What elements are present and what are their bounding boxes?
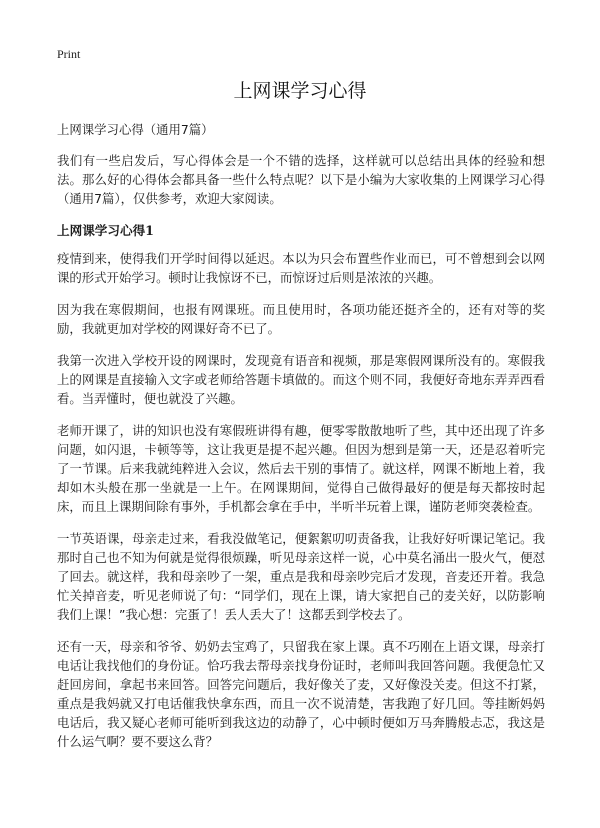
article-subtitle: 上网课学习心得（通用7篇） xyxy=(57,122,214,137)
print-link[interactable]: Print xyxy=(57,47,81,61)
body-paragraph-5: 一节英语课，母亲走过来，看我没做笔记，便絮絮叨叨责备我，让我好好听课记笔记。我那时自己也不知为何就是觉得很烦躁，听见母亲这样一说，心中莫名涌出一股火气，便怼了回去。就这样，我和母亲吵了一架，重点是我和母亲吵完后才发现，音麦还开着。我急忙关掉音麦，听见老师说了句：“同学们，现在上课，请大家把自己的麦关好，以防影响我们上课！”我心想：完蛋了！丢人丢大了！这都丢到学校去了。 xyxy=(57,531,545,622)
body-paragraph-2: 因为我在寒假期间，也报有网课班。而且使用时，各项功能还挺齐全的，还有对等的奖励，我就更加对学校的网课好奇不已了。 xyxy=(57,302,545,336)
article-body xyxy=(57,120,545,764)
body-paragraph-4: 老师开课了，讲的知识也没有寒假班讲得有趣，便零零散散地听了些，其中还出现了许多问题，如闪退，卡顿等等，这让我更是提不起兴趣。但因为想到是第一天，还是忍着听完了一节课。后来我就纯粹进入会议，然后去干别的事情了。就这样，网课不断地上着，我却如木头般在那一坐就是一上午。在网课期间，觉得自己做得最好的便是每天都按时起床，而且上课期间除有事外，手机都会拿在手中，半听半玩着上课，谨防老师突袭检查。 xyxy=(57,423,545,514)
intro-paragraph: 我们有一些启发后，写心得体会是一个不错的选择，这样就可以总结出具体的经验和想法。那么好的心得体会都具备一些什么特点呢？以下是小编为大家收集的上网课学习心得（通用7篇），仅供参考，欢迎大家阅读。 xyxy=(57,153,545,206)
body-paragraph-6: 还有一天，母亲和爷爷、奶奶去宝鸡了，只留我在家上课。真不巧刚在上语文课，母亲打电话让我找他们的身份证。恰巧我去帮母亲找身份证时，老师叫我回答问题。我便急忙又赶回房间，拿起书来回答。回答完问题后，我好像关了麦，又好像没关麦。但这不打紧，重点是我妈就又打电话催我快拿东西，而且一次不说清楚，害我跑了好几回。等挂断妈妈电话后，我又疑心老师可能听到我这边的动静了，心中顿时便如万马奔腾般忐忑，我这是什么运气啊？要不要这么背？ xyxy=(57,639,545,749)
body-paragraph-1: 疫情到来，使得我们开学时间得以延迟。本以为只会布置些作业而已，可不曾想到会以网课的形式开始学习。顿时让我惊讶不已，而惊讶过后则是浓浓的兴趣。 xyxy=(57,251,545,285)
body-paragraph-3: 我第一次进入学校开设的网课时，发现竟有语音和视频，那是寒假网课所没有的。寒假我上的网课是直接输入文字或老师给答题卡填做的。而这个则不同，我便好奇地东弄弄西看看。当弄懂时，便也就没了兴趣。 xyxy=(57,353,545,406)
page-title: 上网课学习心得 xyxy=(233,80,367,102)
section-heading: 上网课学习心得1 xyxy=(57,223,154,238)
